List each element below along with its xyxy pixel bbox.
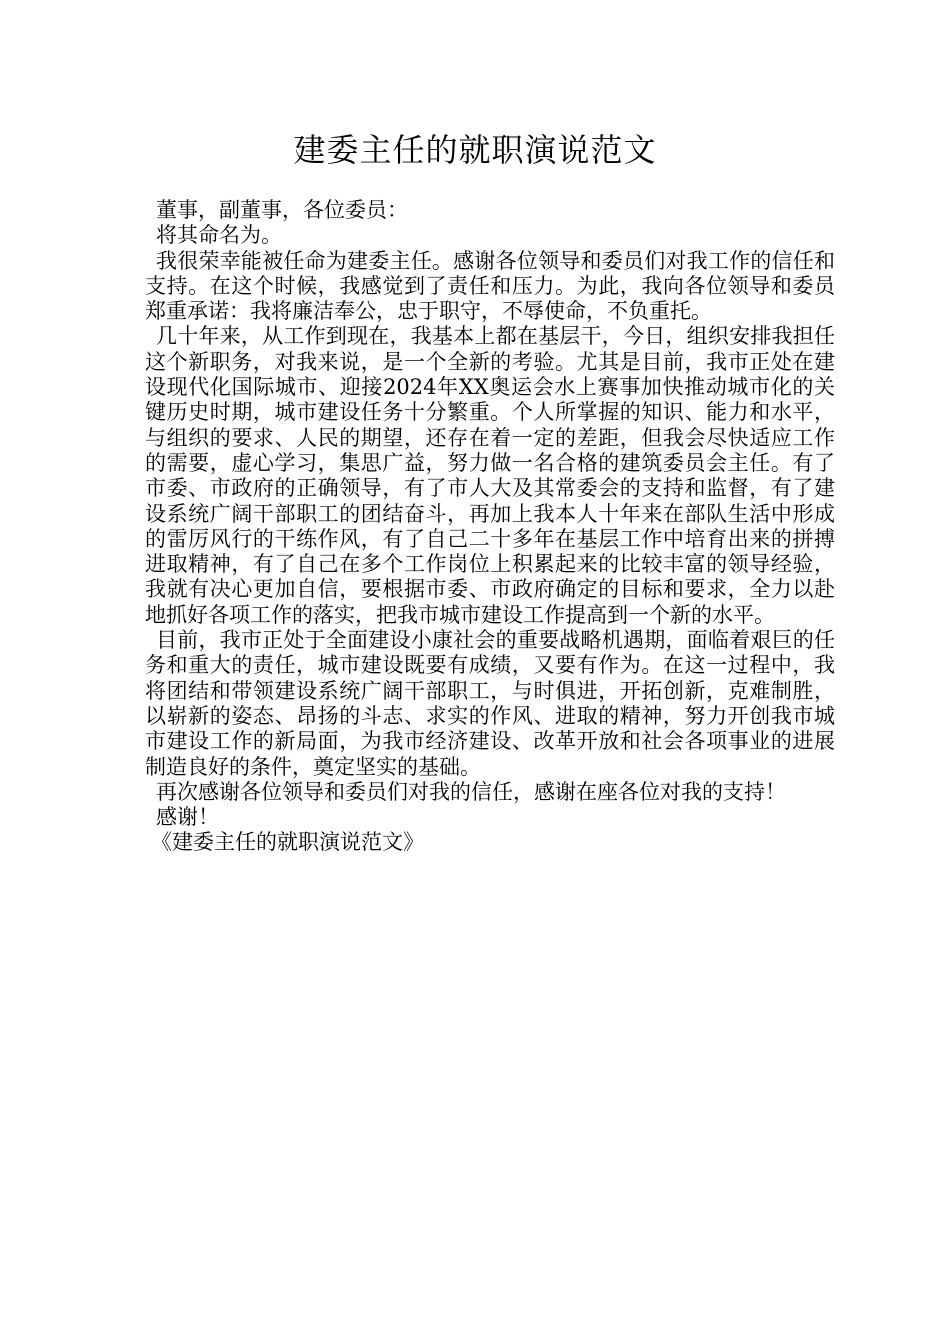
closing-title: 《建委主任的就职演说范文》 — [151, 830, 424, 855]
paragraph: 几十年来，从工作到现在，我基本上都在基层干，今日，组织安排我担任这个新职务，对我来说，是一个全新的考验。尤其是目前，我市正处在建设现代化国际城市、迎接2024年XX奥运会水上赛事加快推动城市化的关键历史时期，城市建设任务十分繁重。个人所掌握的知识、能力和水平，与组织的要求、人民的期望，还存在着一定的差距，但我会尽快适应工作的需要，虚心学习，集思广益，努力做一名合格的建筑委员会主任。有了市委、市政府的正确领导，有了市人大及其常委会的支持和监督，有了建设系统广阔干部职工的团结奋斗，再加上我本人十年来在部队生活中形成的雷厉风行的干练作风，有了自己二十多年在基层工作中培育出来的拼搏进取精神，有了自己在多个工作岗位上积累起来的比较丰富的领导经验，我就有决心更加自信，要根据市委、市政府确定的目标和要求，全力以赴地抓好各项工作的落实，把我市城市建设工作提高到一个新的水平。 — [145, 324, 835, 627]
paragraph: 将其命名为。 — [156, 223, 282, 248]
paragraph: 感谢！ — [156, 805, 219, 830]
salutation: 董事，副董事，各位委员： — [156, 198, 408, 222]
document-title: 建委主任的就职演说范文 — [293, 131, 657, 169]
paragraph: 再次感谢各位领导和委员们对我的信任，感谢在座各位对我的支持！ — [156, 779, 786, 804]
paragraph: 目前，我市正处于全面建设小康社会的重要战略机遇期，面临着艰巨的任务和重大的责任，城市建设既要有成绩，又要有作为。在这一过程中，我将团结和带领建设系统广阔干部职工，与时俱进，开拓创新，克难制胜，以崭新的姿态、昂扬的斗志、求实的作风、进取的精神，努力开创我市城市建设工作的新局面，为我市经济建设、改革开放和社会各项事业的进展制造良好的条件，奠定坚实的基础。 — [145, 628, 835, 779]
paragraph: 我很荣幸能被任命为建委主任。感谢各位领导和委员们对我工作的信任和支持。在这个时候，我感觉到了责任和压力。为此，我向各位领导和委员郑重承诺：我将廉洁奉公，忠于职守，不辱使命，不负重托。 — [145, 248, 835, 324]
document-body — [145, 198, 835, 856]
